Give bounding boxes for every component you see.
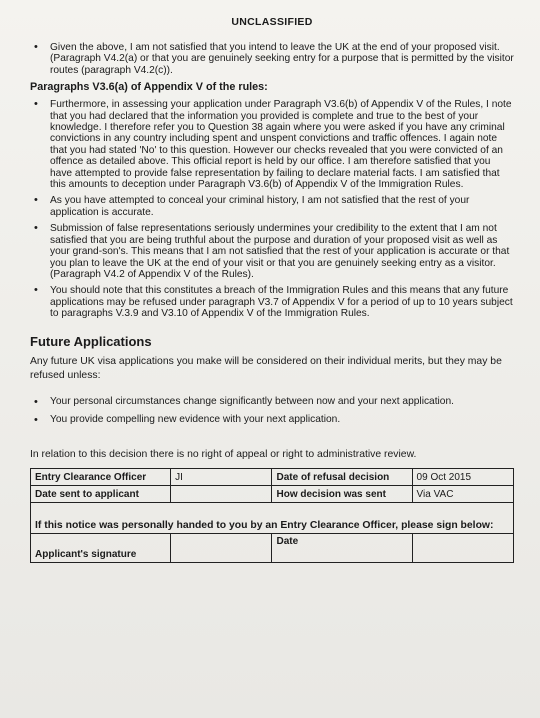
how-sent-value: Via VAC — [412, 485, 513, 502]
intro-bullet-text: Given the above, I am not satisfied that you intend to leave the UK at the end of your proposed visit. (Paragraph V4.2(a) or that you are genuinely seeking entry for a purpose that is permitted by the visitor routes (paragraph V4.2(c)). — [50, 42, 514, 76]
future-applications-title: Future Applications — [30, 333, 152, 349]
signature-date-field[interactable] — [412, 533, 513, 562]
reason-text-2: As you have attempted to conceal your criminal history, I am not satisfied that the rest of your application is accurate. — [50, 195, 470, 218]
reason-text-3: Submission of false representations seriously undermines your credibility to the extent that I am not satisfied that you are being truthful about the purpose and duration of your proposed visit as well as your grand-son's. This means that I am not satisfied that the rest of your application is accurate or that you plan to leave the UK at the end of your visit or that you are genuinely seeking entry as a visitor. (Paragraph V4.2 of Appendix V of the Rules). — [50, 223, 510, 280]
reason-item-4 — [50, 285, 514, 319]
future-condition-2 — [50, 413, 514, 427]
date-sent-value — [171, 485, 272, 502]
date-sent-label: Date sent to applicant — [31, 485, 171, 502]
table-row — [31, 502, 514, 533]
handed-notice-text: If this notice was personally handed to you by an Entry Clearance Officer, please sign below: — [31, 502, 514, 533]
intro-bullets — [30, 42, 514, 76]
applicant-signature-field[interactable] — [171, 533, 272, 562]
table-row — [31, 533, 514, 562]
eco-value: JI — [171, 468, 272, 485]
reason-text-4: You should note that this constitutes a breach of the Immigration Rules and this means that any future applications may be refused under paragraph V3.7 of Appendix V for a period of up to 10 years subject to paragraphs V.3.9 and V3.10 of Appendix V of the Immigration Rules. — [50, 285, 513, 320]
reason-item-1 — [50, 99, 514, 190]
table-row — [31, 485, 514, 502]
future-condition-text-1: Your personal circumstances change significantly between now and your next application. — [50, 395, 454, 407]
decision-details-table — [30, 468, 514, 563]
reasons-list — [30, 99, 514, 319]
appeal-statement: In relation to this decision there is no right of appeal or right to administrative review. — [30, 448, 417, 460]
future-conditions-list — [30, 395, 514, 427]
future-applications-text: Any future UK visa applications you make will be considered on their individual merits, but they may be refused unless: — [30, 355, 502, 381]
refusal-date-value: 09 Oct 2015 — [412, 468, 513, 485]
signature-date-label: Date — [272, 533, 412, 562]
future-condition-1 — [50, 395, 514, 409]
refusal-date-label: Date of refusal decision — [272, 468, 412, 485]
applicant-signature-label: Applicant's signature — [31, 533, 171, 562]
eco-label: Entry Clearance Officer — [31, 468, 171, 485]
section-heading: Paragraphs V3.6(a) of Appendix V of the rules: — [30, 81, 268, 94]
table-row — [31, 468, 514, 485]
future-condition-text-2: You provide compelling new evidence with your next application. — [50, 413, 341, 425]
how-sent-label: How decision was sent — [272, 485, 412, 502]
reason-text-1: Furthermore, in assessing your application under Paragraph V3.6(b) of Appendix V of the Rules, I note that you had declared that the information you provided is complete and true to the best of your knowledge. I therefore refer you to Question 38 again where you were asked if you have any criminal convictions in any country including spent and unspent convictions and traffic offences. I again note that you had stated 'No' to this question. However our checks revealed that you were convicted of an offence as detailed above. This official report is held by our office. I am therefore satisfied that you have attempted to provide false representation by failing to declare material facts. I am satisfied that this amounts to deception under Paragraph V3.6(b) of Appendix V of the Immigration Rules. — [50, 99, 512, 191]
reason-item-3 — [50, 223, 514, 280]
classification-header: UNCLASSIFIED — [231, 16, 313, 28]
intro-bullet — [50, 42, 514, 76]
reason-item-2 — [50, 195, 514, 218]
